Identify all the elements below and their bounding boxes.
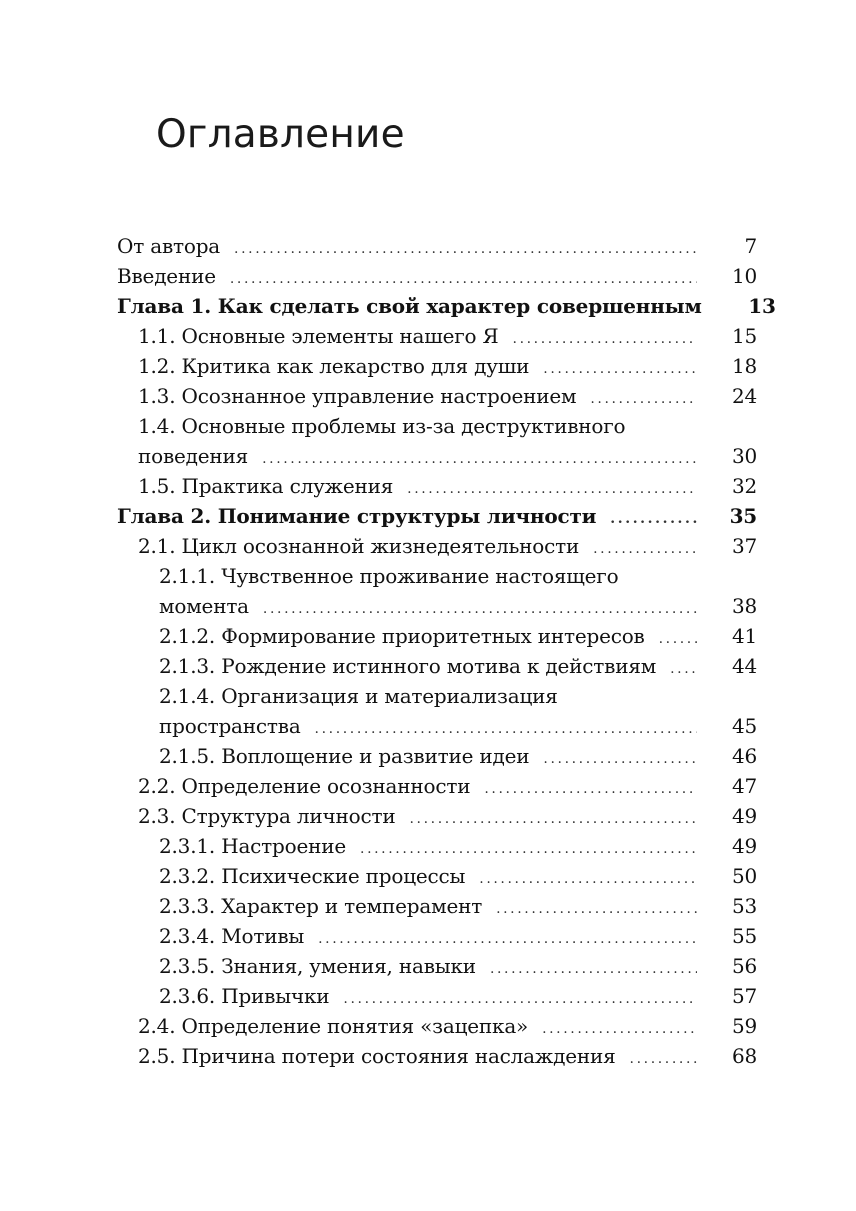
toc-page-number: 47 — [731, 774, 757, 798]
toc-entry-title: Введение — [117, 264, 216, 288]
toc-page-number: 41 — [731, 624, 757, 648]
toc-page-number: 15 — [731, 324, 757, 348]
toc-entry[interactable] — [117, 951, 757, 981]
toc-page-number: 13 — [748, 294, 776, 318]
toc-page-number: 35 — [729, 504, 757, 528]
toc-entry[interactable] — [117, 1041, 757, 1071]
toc-entry[interactable] — [117, 981, 757, 1011]
toc-page-number: 44 — [731, 654, 757, 678]
toc-entry-title: 2.1.5. Воплощение и развитие идеи — [159, 744, 530, 768]
toc-entry-title: пространства — [159, 714, 301, 738]
toc-entry-line — [138, 801, 757, 831]
toc-entry-line — [159, 951, 757, 981]
toc-entry[interactable] — [117, 381, 757, 411]
dot-leader — [263, 594, 697, 624]
toc-entry-title: Глава 1. Как сделать свой характер совершенным — [117, 294, 702, 318]
toc-page-number: 56 — [731, 954, 757, 978]
toc-entry-title: Глава 2. Понимание структуры личности — [117, 504, 597, 528]
toc-entry-title: 2.2. Определение осознанности — [138, 774, 471, 798]
dot-leader — [484, 774, 697, 804]
toc-entry[interactable] — [117, 1011, 757, 1041]
toc-page-number: 37 — [731, 534, 757, 558]
dot-leader — [490, 954, 697, 984]
toc-entry-title: 2.4. Определение понятия «зацепка» — [138, 1014, 529, 1038]
toc-page-number: 50 — [731, 864, 757, 888]
toc-entry[interactable] — [117, 471, 757, 501]
toc-page-number: 10 — [731, 264, 757, 288]
toc-entry-title: 2.5. Причина потери состояния наслаждения — [138, 1044, 616, 1068]
toc-entry-title: 2.3.5. Знания, умения, навыки — [159, 954, 476, 978]
toc-entry-line — [138, 531, 757, 561]
toc-entry-title: 2.3. Структура личности — [138, 804, 396, 828]
toc-entry[interactable] — [117, 531, 757, 561]
toc-page-number: 68 — [731, 1044, 757, 1068]
dot-leader — [360, 834, 697, 864]
dot-leader — [659, 624, 697, 654]
dot-leader — [318, 924, 697, 954]
toc-entry-title: 2.3.3. Характер и темперамент — [159, 894, 483, 918]
toc-entry-title: 2.3.1. Настроение — [159, 834, 347, 858]
toc-entry[interactable] — [117, 351, 757, 381]
toc-entry[interactable] — [117, 651, 757, 681]
dot-leader — [590, 384, 697, 414]
toc-entry-line — [159, 891, 757, 921]
toc-entry-title: 1.2. Критика как лекарство для души — [138, 354, 530, 378]
toc-entry[interactable] — [117, 741, 757, 771]
toc-entry-line — [117, 231, 757, 261]
toc-entry-line — [159, 861, 757, 891]
toc-entry-title: 2.1.3. Рождение истинного мотива к действиям — [159, 654, 657, 678]
toc-page-number: 55 — [731, 924, 757, 948]
toc-entry-line — [138, 381, 757, 411]
toc-entry-title-line: 2.1.1. Чувственное проживание настоящего — [159, 564, 619, 588]
toc-entry[interactable] — [117, 801, 757, 831]
dot-leader — [410, 804, 698, 834]
toc-entry-title: 2.3.2. Психические процессы — [159, 864, 466, 888]
dot-leader — [234, 234, 697, 264]
toc-entry[interactable] — [117, 261, 757, 291]
toc-entry-title: 2.1. Цикл осознанной жизнедеятельности — [138, 534, 580, 558]
toc-entry[interactable] — [117, 291, 776, 321]
dot-leader — [630, 1044, 697, 1074]
toc-entry-line — [159, 831, 757, 861]
toc-entry-title: момента — [159, 594, 249, 618]
dot-leader — [670, 654, 697, 684]
toc-entry[interactable] — [117, 861, 757, 891]
toc-page-number: 46 — [731, 744, 757, 768]
toc-entry-line — [138, 1041, 757, 1071]
toc-entry-line — [138, 321, 757, 351]
toc-entry-title: От автора — [117, 234, 221, 258]
dot-leader — [315, 714, 697, 744]
toc-page-number: 57 — [731, 984, 757, 1008]
toc-page-number: 18 — [731, 354, 757, 378]
toc-entry[interactable] — [117, 891, 757, 921]
toc-entry-title: поведения — [138, 444, 249, 468]
toc-page-number: 7 — [744, 234, 757, 258]
toc-entry-line — [138, 1011, 757, 1041]
toc-page-number: 32 — [731, 474, 757, 498]
toc-page-number: 49 — [731, 834, 757, 858]
toc-page-number: 38 — [731, 594, 757, 618]
toc-entry-line — [159, 591, 757, 621]
toc-entry[interactable] — [117, 681, 757, 741]
toc-entry-line — [159, 741, 757, 771]
dot-leader — [610, 504, 697, 534]
table-of-contents — [117, 231, 776, 1071]
toc-entry-line — [159, 621, 757, 651]
toc-entry-title: 1.1. Основные элементы нашего Я — [138, 324, 499, 348]
toc-entry[interactable] — [117, 411, 757, 471]
toc-entry-title-line: 2.1.4. Организация и материализация — [159, 684, 558, 708]
toc-entry-title: 1.3. Осознанное управление настроением — [138, 384, 577, 408]
dot-leader — [542, 1014, 697, 1044]
toc-page-number: 49 — [731, 804, 757, 828]
dot-leader — [513, 324, 697, 354]
toc-entry-line — [159, 711, 757, 741]
toc-entry-line — [159, 981, 757, 1011]
dot-leader — [479, 864, 697, 894]
toc-entry[interactable] — [117, 321, 757, 351]
dot-leader — [343, 984, 697, 1014]
toc-entry[interactable] — [117, 231, 757, 261]
dot-leader — [230, 264, 697, 294]
toc-entry-line — [117, 291, 776, 321]
toc-entry-line — [117, 501, 757, 531]
toc-page-number: 45 — [731, 714, 757, 738]
toc-entry-line — [159, 921, 757, 951]
toc-entry-title: 1.5. Практика служения — [138, 474, 394, 498]
toc-entry[interactable] — [117, 921, 757, 951]
dot-leader — [543, 744, 697, 774]
dot-leader — [593, 534, 697, 564]
toc-entry[interactable] — [117, 561, 757, 621]
toc-entry[interactable] — [117, 621, 757, 651]
page-title: Оглавление — [156, 112, 405, 157]
toc-entry[interactable] — [117, 771, 757, 801]
toc-entry-title: 2.3.4. Мотивы — [159, 924, 305, 948]
toc-entry-line — [138, 471, 757, 501]
toc-entry-title: 2.1.2. Формирование приоритетных интересов — [159, 624, 645, 648]
toc-page-number: 59 — [731, 1014, 757, 1038]
toc-entry-line — [138, 441, 757, 471]
toc-entry[interactable] — [117, 831, 757, 861]
toc-page-number: 24 — [731, 384, 757, 408]
toc-page-number: 30 — [731, 444, 757, 468]
dot-leader — [407, 474, 697, 504]
toc-page-number: 53 — [731, 894, 757, 918]
toc-entry-line — [138, 771, 757, 801]
dot-leader — [262, 444, 697, 474]
toc-entry-line — [159, 651, 757, 681]
toc-entry-title: 2.3.6. Привычки — [159, 984, 330, 1008]
toc-entry-line — [117, 261, 757, 291]
toc-entry[interactable] — [117, 501, 757, 531]
dot-leader — [543, 354, 697, 384]
dot-leader — [496, 894, 697, 924]
toc-entry-title-line: 1.4. Основные проблемы из-за деструктивного — [138, 414, 626, 438]
toc-entry-line — [138, 351, 757, 381]
